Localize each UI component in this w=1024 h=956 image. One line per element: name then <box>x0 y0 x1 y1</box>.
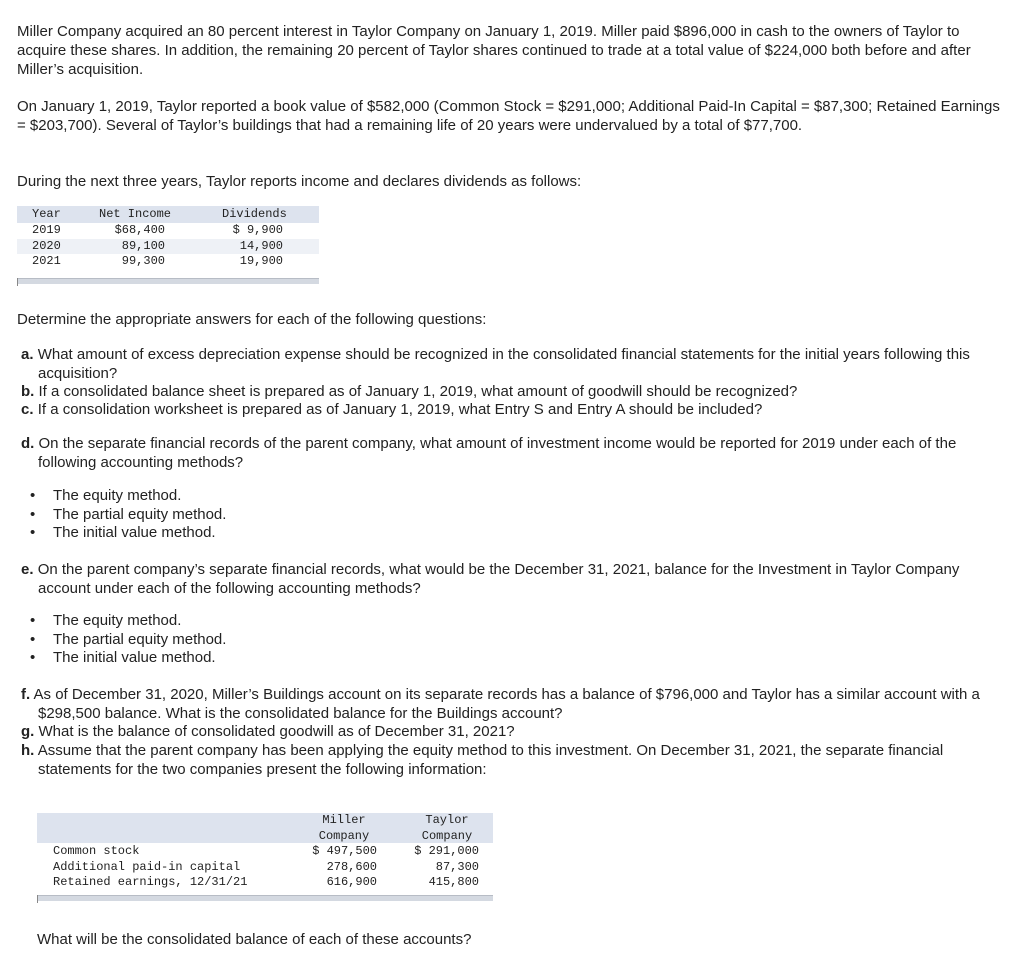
cell-taylor: $ 291,000 <box>414 844 479 858</box>
method-label: The initial value method. <box>53 524 216 541</box>
cell-net-income: $68,400 <box>114 223 165 237</box>
cell-taylor: 87,300 <box>435 859 479 874</box>
question-c-letter: c. <box>21 401 34 418</box>
header-miller: Miller <box>322 813 366 827</box>
header-miller-company: Company <box>318 828 370 843</box>
cell-dividends: 19,900 <box>239 254 283 268</box>
table-row <box>17 254 319 270</box>
cell-miller: 278,600 <box>326 859 377 874</box>
header-taylor-company: Company <box>421 828 473 843</box>
cell-miller: 616,900 <box>326 875 377 889</box>
cell-year: 2020 <box>32 238 61 253</box>
method-label: The initial value method. <box>53 649 216 666</box>
intro-paragraph-2: On January 1, 2019, Taylor reported a book value of $582,000 (Common Stock = $291,000; Additional Paid-In Capital = $87,300; Retained Earnings = $203,700). Several of Taylor’s buildings that had a remaining life of 20 years were undervalued by a total of $77,700. <box>17 98 1000 134</box>
list-item: • The partial equity method. <box>30 630 227 648</box>
method-label: The partial equity method. <box>53 505 227 523</box>
question-e-method-list <box>30 612 226 668</box>
table-corner-mark <box>17 278 18 286</box>
question-g-letter: g. <box>21 723 35 740</box>
table-header-row <box>17 206 319 223</box>
question-f <box>21 685 1013 723</box>
question-g-text: What is the balance of consolidated goodwill as of December 31, 2021? <box>38 723 515 740</box>
list-item: • The initial value method. <box>30 649 216 666</box>
question-d-letter: d. <box>21 435 35 452</box>
header-taylor: Taylor <box>425 813 469 827</box>
cell-net-income: 99,300 <box>121 254 165 268</box>
question-d-method-list <box>30 487 226 543</box>
list-item: • The equity method. <box>30 612 182 629</box>
question-c-text: If a consolidation worksheet is prepared as of January 1, 2019, what Entry S and Entry A should be included? <box>37 401 763 418</box>
cell-taylor: 415,800 <box>428 875 479 889</box>
intro-paragraph-3: During the next three years, Taylor reports income and declares dividends as follows: <box>17 173 582 190</box>
question-b <box>21 382 1013 401</box>
list-item: • The partial equity method. <box>30 505 227 523</box>
method-label: The equity method. <box>53 612 182 629</box>
question-e-letter: e. <box>21 561 34 578</box>
question-g <box>21 722 1013 741</box>
question-e-text: On the parent company’s separate financial records, what would be the December 31, 2021, balance for the Investment in Taylor Company account under each of the following accounting methods? <box>37 561 960 597</box>
intro-paragraph-1: Miller Company acquired an 80 percent interest in Taylor Company on January 1, 2019. Miller paid $896,000 in cash to the owners of Taylor to acquire these shares. In addition, the remaining 20 percent of Taylor shares continued to trade at a total value of $224,000 both before and after Miller’s acquisition. <box>17 23 971 78</box>
question-a-text: What amount of excess depreciation expense should be recognized in the consolidated financial statements for the initial years following this acquisition? <box>37 346 970 382</box>
row-label: Retained earnings, 12/31/21 <box>53 875 248 889</box>
determine-instruction: Determine the appropriate answers for each of the following questions: <box>17 311 487 328</box>
cell-dividends: $ 9,900 <box>232 223 283 237</box>
question-h <box>21 741 1013 779</box>
table-row <box>17 223 319 239</box>
method-label: The equity method. <box>53 487 182 504</box>
row-label: Common stock <box>53 844 140 858</box>
question-a-letter: a. <box>21 346 34 363</box>
question-e <box>21 560 1013 598</box>
question-h-letter: h. <box>21 742 35 759</box>
method-label: The partial equity method. <box>53 630 227 648</box>
list-item: • The equity method. <box>30 487 182 504</box>
cell-year: 2019 <box>32 223 61 237</box>
cell-dividends: 14,900 <box>239 238 283 253</box>
row-label: Additional paid-in capital <box>53 859 241 874</box>
final-question: What will be the consolidated balance of each of these accounts? <box>37 931 472 948</box>
question-c <box>21 400 1013 419</box>
header-year: Year <box>32 207 61 221</box>
question-b-letter: b. <box>21 383 35 400</box>
table-row <box>17 239 319 255</box>
question-h-text: Assume that the parent company has been applying the equity method to this investment. On December 31, 2021, the separate financial statements for the two companies present the following information: <box>37 742 944 778</box>
question-d <box>21 434 1013 472</box>
question-f-text: As of December 31, 2020, Miller’s Buildings account on its separate records has a balance of $796,000 and Taylor has a similar account with a $298,500 balance. What is the consolidated balance for the Buildings account? <box>33 686 980 722</box>
question-b-text: If a consolidated balance sheet is prepared as of January 1, 2019, what amount of goodwill should be recognized? <box>38 383 798 400</box>
income-dividends-table <box>17 206 319 268</box>
table-corner-mark <box>37 895 38 903</box>
table-bottom-bar <box>17 278 319 284</box>
table-bottom-bar <box>37 895 493 901</box>
header-dividends: Dividends <box>222 207 287 221</box>
question-a <box>21 345 1013 383</box>
list-item: • The initial value method. <box>30 524 216 541</box>
cell-year: 2021 <box>32 254 61 268</box>
cell-net-income: 89,100 <box>121 238 165 253</box>
cell-miller: $ 497,500 <box>312 844 377 858</box>
question-f-letter: f. <box>21 686 31 703</box>
question-d-text: On the separate financial records of the parent company, what amount of investment income would be reported for 2019 under each of the following accounting methods? <box>38 435 957 471</box>
header-net-income: Net Income <box>99 207 172 221</box>
